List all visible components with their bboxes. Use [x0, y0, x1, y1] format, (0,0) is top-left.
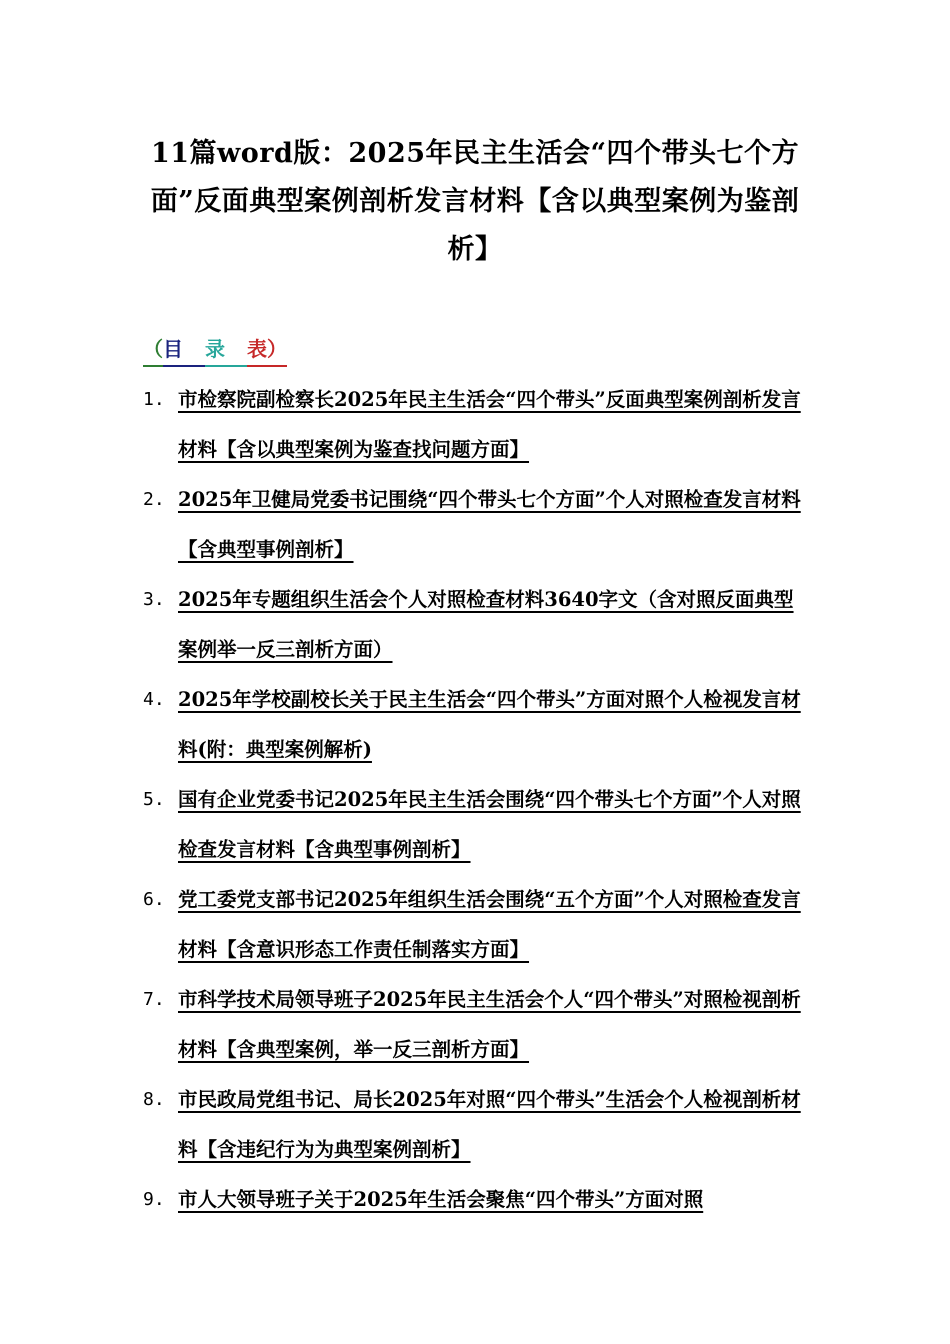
toc-link-3[interactable]: 2025年专题组织生活会个人对照检查材料3640字文（含对照反面典型案例举一反三剖析方面）	[178, 588, 794, 661]
toc-item	[140, 575, 805, 675]
toc-item-number: 9.	[143, 1189, 165, 1210]
toc-link-6[interactable]: 党工委党支部书记2025年组织生活会围绕“五个方面”个人对照检查发言材料【含意识形态工作责任制落实方面】	[178, 888, 801, 961]
toc-list	[140, 375, 805, 1225]
toc-item	[140, 975, 805, 1075]
toc-link-1[interactable]: 市检察院副检察长2025年民主生活会“四个带头”反面典型案例剖析发言材料【含以典型案例为鉴查找问题方面】	[178, 388, 801, 461]
toc-item	[140, 475, 805, 575]
toc-item	[140, 775, 805, 875]
toc-item-number: 5.	[143, 789, 165, 810]
toc-item	[140, 675, 805, 775]
document-title: 11篇word版：2025年民主生活会“四个带头七个方面”反面典型案例剖析发言材料【含以典型案例为鉴剖析】	[150, 138, 800, 265]
toc-link-2[interactable]: 2025年卫健局党委书记围绕“四个带头七个方面”个人对照检查发言材料【含典型事例剖析】	[178, 488, 801, 561]
toc-item	[140, 375, 805, 475]
toc-item-number: 2.	[143, 489, 165, 510]
toc-header	[143, 334, 287, 367]
toc-item-number: 8.	[143, 1089, 165, 1110]
toc-item	[140, 1175, 805, 1225]
toc-link-5[interactable]: 国有企业党委书记2025年民主生活会围绕“四个带头七个方面”个人对照检查发言材料【含典型事例剖析】	[178, 788, 801, 861]
toc-item-number: 4.	[143, 689, 165, 710]
toc-item-number: 7.	[143, 989, 165, 1010]
toc-header-char-lu: 录	[205, 334, 247, 367]
toc-link-4[interactable]: 2025年学校副校长关于民主生活会“四个带头”方面对照个人检视发言材料(附：典型案例解析)	[178, 688, 801, 761]
toc-header-char-mu: 目	[163, 334, 205, 367]
toc-item	[140, 1075, 805, 1175]
toc-link-9[interactable]: 市人大领导班子关于2025年生活会聚焦“四个带头”方面对照	[178, 1188, 704, 1211]
toc-header-char-biao: 表）	[247, 334, 287, 367]
toc-link-7[interactable]: 市科学技术局领导班子2025年民主生活会个人“四个带头”对照检视剖析材料【含典型案例，举一反三剖析方面】	[178, 988, 801, 1061]
toc-link-8[interactable]: 市民政局党组书记、局长2025年对照“四个带头”生活会个人检视剖析材料【含违纪行为为典型案例剖析】	[178, 1088, 801, 1161]
toc-item	[140, 875, 805, 975]
toc-header-open-paren: （	[143, 334, 163, 367]
toc-item-number: 1.	[143, 389, 165, 410]
toc-item-number: 3.	[143, 589, 165, 610]
toc-item-number: 6.	[143, 889, 165, 910]
